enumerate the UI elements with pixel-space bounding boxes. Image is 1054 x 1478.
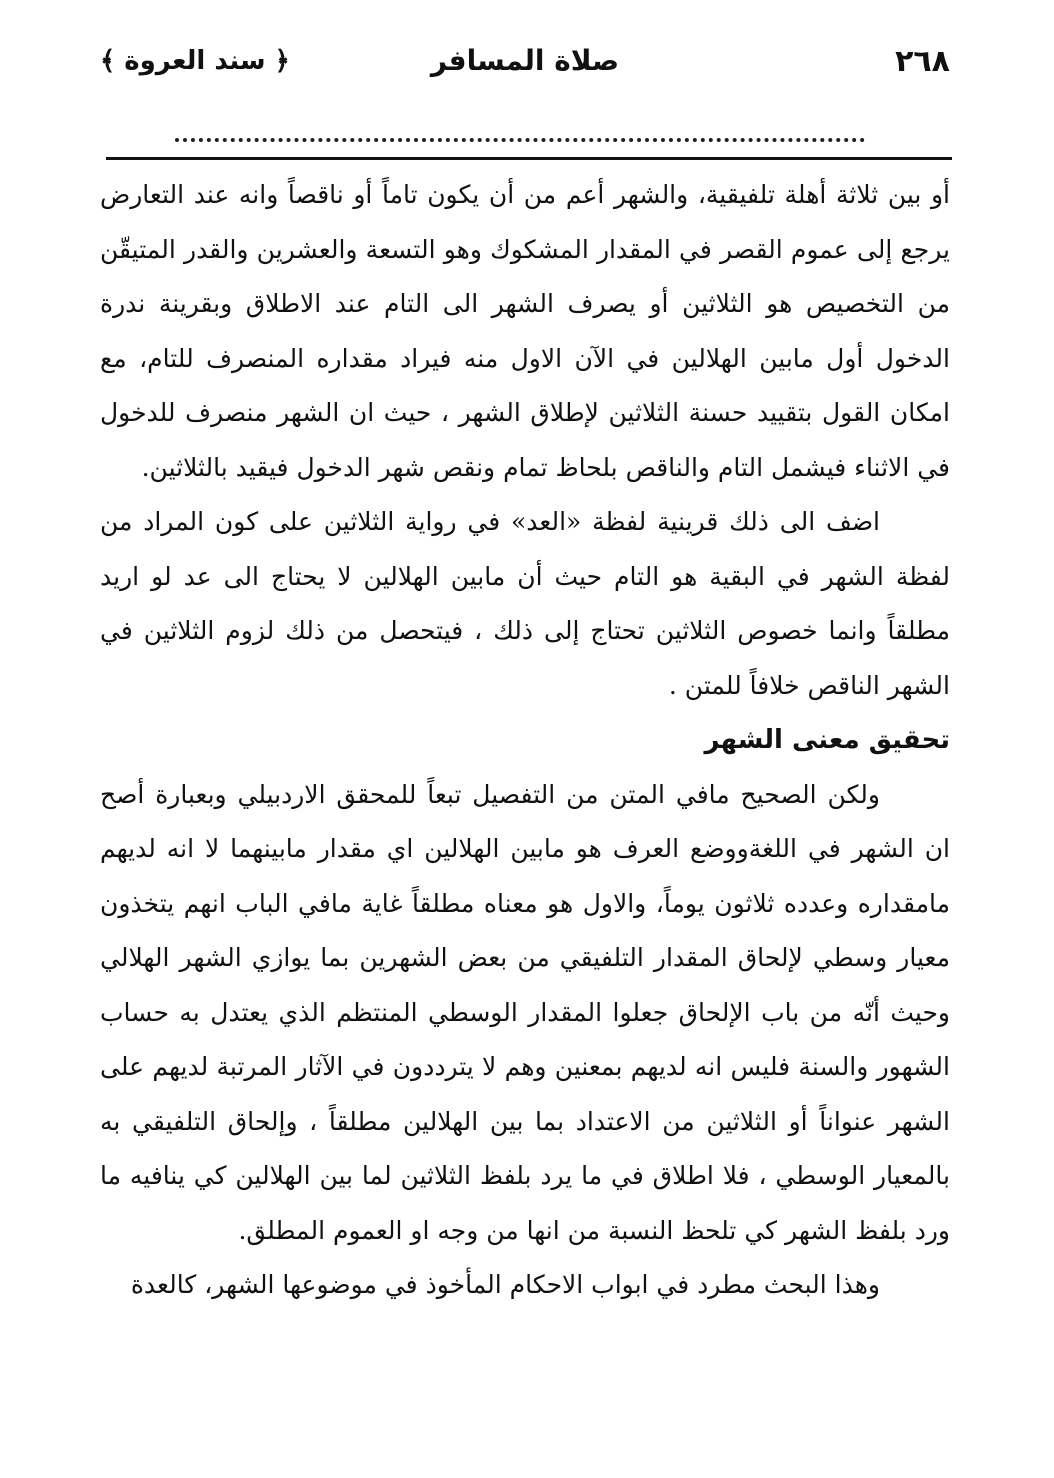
page-number: ٢٦٨ (895, 44, 950, 79)
paragraph-1: أو بين ثلاثة أهلة تلفيقية، والشهر أعم من أن يكون تاماً أو ناقصاً وانه عند التعارض يرجع إلى عموم القصر في المقدار المشكوك وهو التسعة والعشرين والقدر المتيقّن من التخصيص هو الثلاثين أو يصرف الشهر الى التام عند الاطلاق وبقرينة ندرة الدخول أول مابين الهلالين في الآن الاول منه فيراد مقداره المنصرف للتام، مع امكان القول بتقييد حسنة الثلاثين لإطلاق الشهر ، حيث ان الشهر منصرف للدخول في الاثناء فيشمل التام والناقص بلحاظ تمام ونقص شهر الدخول فيقيد بالثلاثين. (100, 180, 950, 482)
body-text (100, 168, 950, 1313)
paragraph-4: وهذا البحث مطرد في ابواب الاحكام المأخوذ في موضوعها الشهر، كالعدة (130, 1270, 880, 1299)
running-title: صلاة المسافر (430, 44, 620, 77)
section-heading: تحقيق معنى الشهر (704, 725, 950, 755)
paragraph-3: ولكن الصحيح مافي المتن من التفصيل تبعاً للمحقق الاردبيلي وبعبارة أصح ان الشهر في اللغةووضع العرف هو مابين الهلالين اي مقدار مابينهما لا انه لديهم مامقداره وعدده ثلاثون يوماً، والاول هو معناه مطلقاً غاية مافي الباب انهم يتخذون معيار وسطي لإلحاق المقدار التلفيقي من بعض الشهرين بما يوازي الشهر الهلالي وحيث أنّه من باب الإلحاق جعلوا المقدار الوسطي المنتظم الذي يعتدل به حساب الشهور والسنة فليس انه لديهم بمعنين وهم لا يترددون في الآثار المرتبة لديهم على الشهر عنواناً أو الثلاثين من الاعتداد بما بين الهلالين مطلقاً ، وإلحاق التلفيقي به بالمعيار الوسطي ، فلا اطلاق في ما يرد بلفظ الثلاثين لما بين الهلالين كي ينافيه ما ورد بلفظ الشهر كي تلحظ النسبة من انها من وجه او العموم المطلق. (100, 779, 950, 1245)
book-title: ﴿ سند العروة ﴾ (100, 46, 290, 76)
dotted-separator (175, 128, 865, 142)
paragraph-2: اضف الى ذلك قرينية لفظة «العد» في رواية الثلاثين على كون المراد من لفظة الشهر في البقية هو التام حيث أن مابين الهلالين لا يحتاج الى عد لو اريد مطلقاً وانما خصوص الثلاثين تحتاج إلى ذلك ، فيتحصل من ذلك لزوم الثلاثين في الشهر الناقص خلافاً للمتن . (100, 507, 950, 700)
page-header (100, 44, 950, 94)
header-rule (106, 157, 952, 160)
